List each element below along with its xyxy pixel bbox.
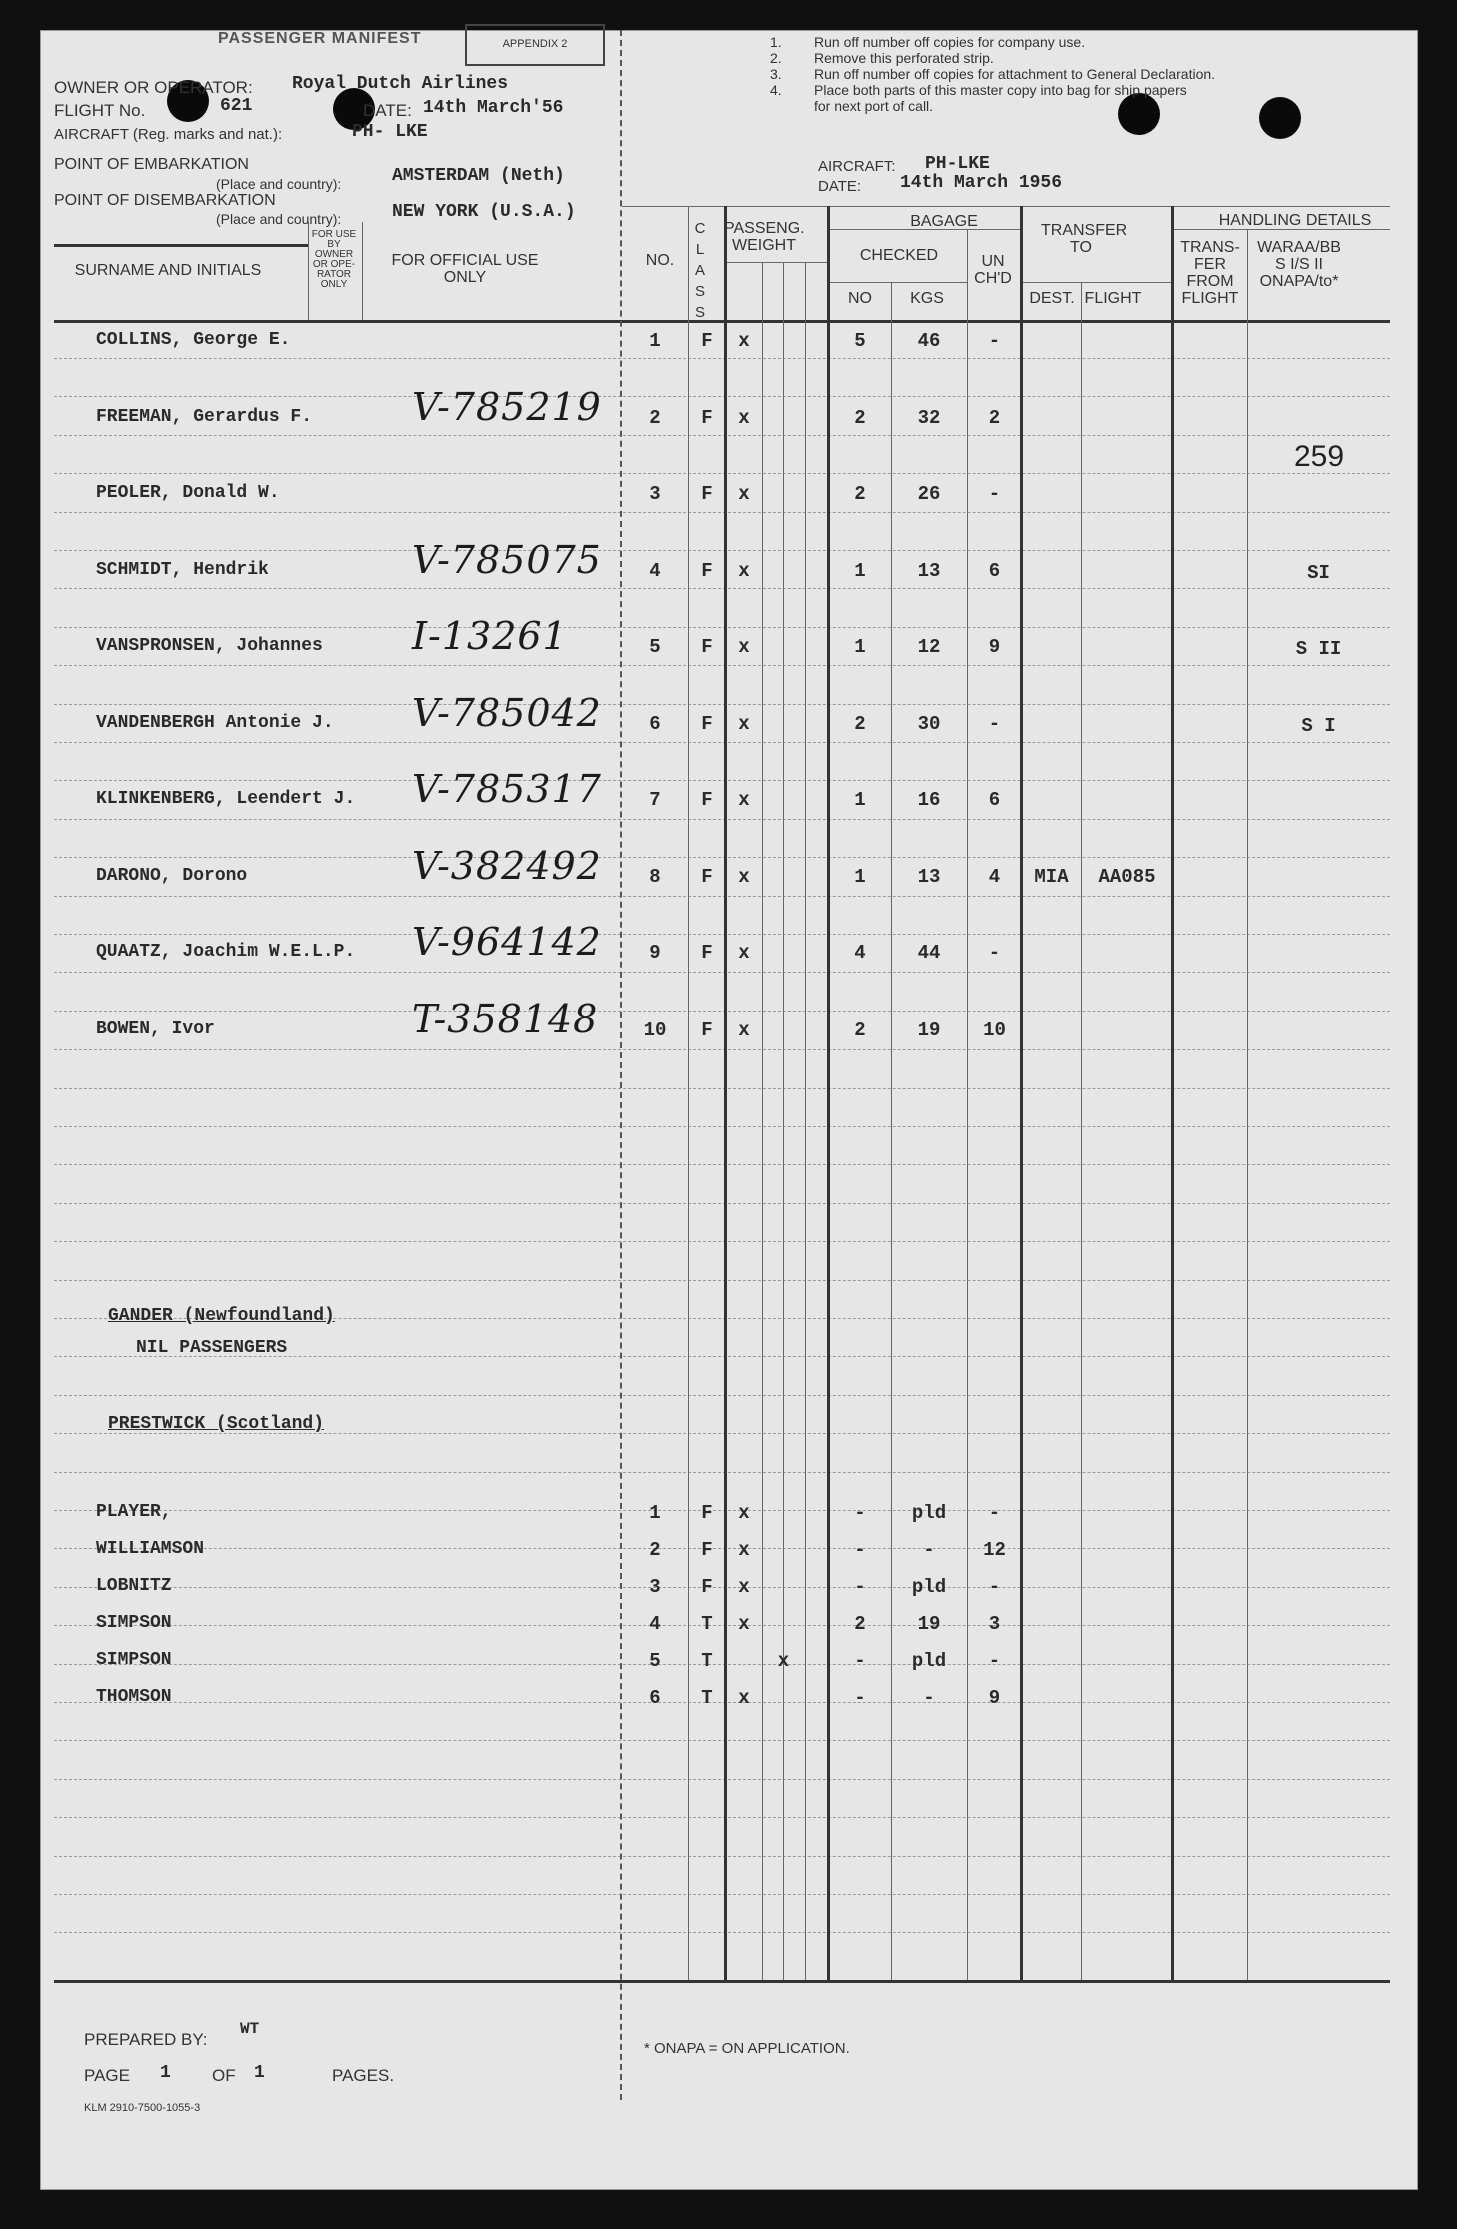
grid-line: [308, 222, 309, 320]
col-flight: FLIGHT: [1084, 290, 1142, 307]
passenger-no: 4: [649, 1613, 661, 1635]
grid-line: [54, 320, 1390, 323]
bag-count: 2: [854, 483, 866, 505]
col-dest: DEST.: [1029, 290, 1075, 307]
passenger-class: F: [701, 1576, 713, 1598]
passenger-name: SCHMIDT, Hendrik: [96, 559, 269, 580]
passenger-no: 5: [649, 1650, 661, 1672]
disembark-value: NEW YORK (U.S.A.): [392, 202, 576, 222]
instr-date-label: DATE:: [818, 178, 862, 195]
gander-title: GANDER (Newfoundland): [108, 1306, 335, 1326]
bag-count: -: [854, 1539, 866, 1561]
ruled-line: [54, 896, 1390, 897]
ruled-line: [54, 1932, 1390, 1933]
ruled-line: [54, 1856, 1390, 1857]
bag-kgs: 26: [917, 483, 941, 505]
passenger-class: F: [701, 636, 713, 658]
bag-count: 1: [854, 865, 866, 888]
ruled-line: [54, 1779, 1390, 1780]
instruction-item: [770, 34, 1410, 50]
gander-note: NIL PASSENGERS: [136, 1338, 288, 1358]
weight-mark: x: [738, 942, 750, 964]
grid-line: [622, 206, 1390, 207]
pages-label: PAGES.: [332, 2066, 395, 2085]
col-passeng: PASSENG. WEIGHT: [724, 220, 805, 254]
bag-count: -: [854, 1650, 866, 1672]
instruction-text: Remove this perforated strip.: [814, 50, 994, 66]
instr-aircraft-label: AIRCRAFT:: [818, 158, 896, 175]
instruction-item: [770, 66, 1410, 82]
date-label: DATE:: [363, 101, 412, 120]
page-value: 1: [160, 2063, 171, 2083]
bag-kgs: 46: [917, 330, 941, 352]
passenger-class: T: [701, 1687, 713, 1709]
prepared-label: PREPARED BY:: [84, 2030, 208, 2049]
passenger-no: 1: [649, 1502, 661, 1524]
ruled-line: [54, 1203, 1390, 1204]
grid-line: [891, 282, 892, 1980]
unchecked-bags: -: [988, 330, 1001, 352]
instruction-item: [770, 98, 1410, 114]
bag-kgs: 44: [917, 942, 941, 964]
ruled-line: [54, 1088, 1390, 1089]
passenger-name: SIMPSON: [96, 1650, 172, 1670]
bag-count: 2: [854, 1613, 866, 1635]
grid-line: [54, 244, 308, 247]
passenger-class: F: [701, 712, 713, 735]
weight-mark: x: [738, 789, 750, 811]
prepared-value: WT: [240, 2020, 260, 2038]
bag-kgs: 19: [917, 1613, 941, 1635]
passenger-no: 2: [649, 406, 661, 429]
passenger-class: F: [701, 559, 713, 582]
passenger-class: T: [701, 1613, 713, 1635]
bag-kgs: pld: [911, 1650, 947, 1672]
bag-count: 2: [854, 712, 866, 735]
passenger-name: COLLINS, George E.: [96, 330, 291, 350]
instruction-text: Place both parts of this master copy into bag for ship papers: [814, 82, 1187, 98]
bag-count: 1: [854, 789, 866, 811]
col-bag-no: NO: [848, 290, 872, 307]
passenger-no: 1: [649, 330, 661, 352]
passenger-no: 6: [649, 712, 661, 735]
passenger-no: 5: [649, 636, 661, 658]
flight-label: FLIGHT No.: [54, 101, 146, 120]
grid-line: [1171, 206, 1174, 1980]
passenger-class: F: [701, 789, 713, 811]
official-number: V-785317: [412, 767, 602, 811]
instruction-item: [770, 50, 1410, 66]
bag-kgs: 32: [917, 406, 941, 429]
grid-line: [54, 1980, 1390, 1983]
ruled-line: [54, 512, 1390, 513]
weight-mark: x: [777, 1650, 790, 1672]
unchecked-bags: -: [988, 1576, 1001, 1598]
margin-note: 259: [1294, 440, 1345, 473]
passenger-class: F: [701, 1539, 713, 1561]
grid-line: [1020, 206, 1023, 1980]
passenger-name: PEOLER, Donald W.: [96, 483, 280, 503]
official-number: I-13261: [412, 614, 568, 658]
instruction-text: for next port of call.: [814, 98, 934, 114]
handling-code: S I: [1301, 714, 1336, 737]
unchecked-bags: 6: [988, 789, 1001, 811]
instruction-text: Run off number off copies for company use.: [814, 34, 1086, 50]
disembark-sub: (Place and country):: [216, 211, 342, 227]
bag-count: -: [854, 1502, 866, 1524]
col-surname: SURNAME AND INITIALS: [74, 262, 262, 279]
official-number: T-358148: [412, 996, 599, 1041]
grid-line: [827, 206, 830, 1980]
grid-line: [762, 262, 763, 1980]
passenger-name: THOMSON: [96, 1687, 172, 1707]
disembark-label: POINT OF DISEMBARKATION: [54, 192, 276, 209]
ruled-line: [54, 1280, 1390, 1281]
instruction-number: [770, 98, 814, 114]
col-checked: CHECKED: [859, 247, 939, 264]
col-handling: HANDLING DETAILS: [1218, 212, 1372, 229]
bag-kgs: 12: [917, 636, 941, 658]
of-value: 1: [254, 2063, 265, 2083]
weight-mark: x: [738, 1539, 750, 1561]
transfer-dest: MIA: [1034, 865, 1069, 888]
ruled-line: [54, 358, 1390, 359]
bag-kgs: 30: [917, 712, 941, 735]
aircraft-value: PH- LKE: [352, 122, 428, 142]
passenger-name: VANDENBERGH Antonie J.: [96, 712, 334, 733]
ruled-line: [54, 627, 1390, 628]
instruction-number: 1.: [770, 34, 782, 50]
passenger-class: F: [701, 1502, 713, 1524]
instruction-number: 3.: [770, 66, 782, 82]
handling-code: SI: [1307, 561, 1330, 584]
passenger-class: F: [701, 406, 713, 429]
bag-count: 4: [854, 942, 866, 964]
footnote: * ONAPA = ON APPLICATION.: [644, 2040, 850, 2057]
instruction-text: Run off number off copies for attachment to General Declaration.: [814, 66, 1216, 82]
weight-mark: x: [738, 330, 750, 352]
ruled-line: [54, 934, 1390, 935]
ruled-line: [54, 819, 1390, 820]
passenger-name: VANSPRONSEN, Johannes: [96, 636, 323, 656]
passenger-name: SIMPSON: [96, 1613, 172, 1633]
unchecked-bags: -: [988, 483, 1001, 505]
ruled-line: [54, 972, 1390, 973]
passenger-no: 9: [649, 942, 661, 964]
ruled-line: [54, 473, 1390, 474]
passenger-class: F: [701, 1018, 713, 1041]
passenger-name: WILLIAMSON: [96, 1539, 205, 1559]
official-number: V-785042: [412, 690, 602, 735]
weight-mark: x: [738, 636, 750, 658]
ruled-line: [54, 396, 1390, 397]
passenger-name: FREEMAN, Gerardus F.: [96, 406, 313, 427]
instruction-item: [770, 82, 1410, 98]
unchecked-bags: 9: [988, 636, 1001, 658]
weight-mark: x: [738, 1018, 750, 1041]
ruled-line: [54, 1472, 1390, 1473]
owner-label: OWNER OR OPERATOR:: [54, 78, 253, 97]
ruled-line: [54, 1164, 1390, 1165]
col-bagage: BAGAGE: [910, 213, 978, 230]
official-number: V-382492: [412, 843, 602, 888]
col-waraa: WARAA/BB S I/S II ONAPA/to*: [1257, 239, 1341, 290]
weight-mark: x: [738, 1687, 750, 1709]
passenger-no: 4: [649, 559, 661, 582]
prestwick-title: PRESTWICK (Scotland): [108, 1414, 325, 1434]
ruled-line: [54, 1241, 1390, 1242]
passenger-no: 8: [649, 865, 661, 888]
grid-line: [783, 262, 784, 1980]
unchecked-bags: 3: [988, 1613, 1001, 1635]
transfer-flight: AA085: [1098, 865, 1156, 888]
instruction-number: 2.: [770, 50, 782, 66]
grid-line: [1081, 282, 1082, 1980]
passenger-class: F: [701, 942, 713, 964]
grid-line: [805, 262, 806, 1980]
passenger-no: 3: [649, 483, 661, 505]
ruled-line: [54, 1740, 1390, 1741]
ruled-line: [54, 550, 1390, 551]
grid-line: [829, 282, 967, 283]
page-label: PAGE: [84, 2066, 130, 2085]
manifest-title: PASSENGER MANIFEST: [218, 30, 422, 47]
grid-line: [726, 262, 829, 263]
passenger-name: BOWEN, Ivor: [96, 1018, 215, 1039]
instr-date-value: 14th March 1956: [900, 173, 1063, 193]
passenger-class: F: [701, 483, 713, 505]
flight-value: 621: [220, 96, 253, 116]
embark-value: AMSTERDAM (Neth): [392, 166, 565, 186]
weight-mark: x: [738, 483, 750, 505]
passenger-name: PLAYER,: [96, 1502, 172, 1522]
unchecked-bags: -: [988, 1650, 1001, 1672]
bag-count: 2: [854, 406, 866, 429]
col-class: CLASS: [694, 220, 706, 321]
ruled-line: [54, 588, 1390, 589]
weight-mark: x: [738, 712, 750, 735]
official-number: V-785075: [412, 537, 602, 582]
bag-kgs: pld: [911, 1576, 947, 1598]
bag-count: -: [854, 1576, 866, 1598]
ruled-line: [54, 742, 1390, 743]
ruled-line: [54, 1817, 1390, 1818]
embark-sub: (Place and country):: [216, 176, 342, 192]
unchecked-bags: -: [988, 1502, 1001, 1524]
weight-mark: x: [738, 406, 750, 429]
grid-line: [724, 206, 727, 1980]
col-transfer: TRANSFER TO: [1041, 222, 1128, 256]
bag-kgs: 16: [917, 789, 941, 811]
passenger-class: F: [701, 865, 713, 888]
bag-count: 5: [854, 330, 866, 352]
bag-kgs: -: [923, 1539, 935, 1561]
ruled-line: [54, 857, 1390, 858]
weight-mark: x: [738, 1576, 750, 1598]
ruled-line: [54, 1126, 1390, 1127]
grid-line: [1247, 229, 1248, 1980]
handling-code: S II: [1295, 638, 1342, 660]
unchecked-bags: 9: [988, 1687, 1001, 1709]
form-code: KLM 2910-7500-1055-3: [84, 2102, 201, 2114]
passenger-class: T: [701, 1650, 713, 1672]
date-value: 14th March'56: [423, 98, 564, 118]
weight-mark: x: [738, 1502, 750, 1524]
bag-count: -: [854, 1687, 866, 1709]
ruled-line: [54, 1395, 1390, 1396]
owner-value: Royal Dutch Airlines: [292, 74, 509, 94]
passenger-name: DARONO, Dorono: [96, 865, 248, 886]
grid-line: [362, 222, 363, 320]
appendix-label: APPENDIX 2: [502, 38, 568, 50]
ruled-line: [54, 1894, 1390, 1895]
grid-line: [1022, 282, 1173, 283]
col-kgs: KGS: [910, 290, 944, 307]
unchecked-bags: -: [988, 712, 1001, 735]
col-for-use: FOR USE BY OWNER OR OPE- RATOR ONLY: [311, 229, 357, 290]
bag-kgs: -: [923, 1687, 935, 1709]
grid-line: [688, 206, 689, 1980]
weight-mark: x: [738, 1613, 750, 1635]
official-number: V-785219: [412, 384, 602, 429]
aircraft-label: AIRCRAFT (Reg. marks and nat.):: [54, 126, 283, 143]
passenger-no: 2: [649, 1539, 661, 1561]
weight-mark: x: [738, 865, 750, 888]
ruled-line: [54, 704, 1390, 705]
passenger-name: QUAATZ, Joachim W.E.L.P.: [96, 942, 356, 962]
bag-kgs: pld: [911, 1502, 947, 1524]
embark-label: POINT OF EMBARKATION: [54, 156, 249, 173]
of-label: OF: [212, 2066, 236, 2085]
ruled-line: [54, 1049, 1390, 1050]
col-unchd: UN CH'D: [974, 253, 1012, 287]
instr-aircraft-value: PH-LKE: [925, 154, 990, 174]
passenger-name: LOBNITZ: [96, 1576, 172, 1596]
unchecked-bags: 2: [988, 406, 1001, 429]
bag-count: 2: [854, 1018, 866, 1041]
ruled-line: [54, 780, 1390, 781]
passenger-class: F: [701, 330, 713, 352]
passenger-no: 10: [643, 1018, 667, 1041]
passenger-no: 6: [649, 1687, 661, 1709]
passenger-no: 3: [649, 1576, 661, 1598]
bag-kgs: 13: [917, 865, 941, 888]
manifest-sheet: [40, 30, 1418, 2190]
unchecked-bags: 4: [988, 865, 1001, 888]
bag-kgs: 13: [917, 559, 941, 582]
bag-kgs: 19: [917, 1018, 941, 1041]
col-no: NO.: [645, 252, 675, 269]
instruction-number: 4.: [770, 82, 782, 98]
col-official: FOR OFFICIAL USE ONLY: [391, 252, 539, 286]
passenger-no: 7: [649, 789, 661, 811]
bag-count: 1: [854, 559, 866, 582]
ruled-line: [54, 1011, 1390, 1012]
unchecked-bags: 10: [983, 1018, 1006, 1041]
bag-count: 1: [854, 636, 866, 658]
official-number: V-964142: [412, 920, 602, 964]
instructions-list: [770, 34, 1410, 114]
appendix-box: [465, 24, 605, 66]
weight-mark: x: [738, 559, 750, 582]
ruled-line: [54, 435, 1390, 436]
unchecked-bags: 6: [988, 559, 1001, 582]
grid-line: [1173, 229, 1390, 230]
passenger-name: KLINKENBERG, Leendert J.: [96, 789, 356, 809]
unchecked-bags: -: [988, 942, 1001, 964]
unchecked-bags: 12: [983, 1539, 1006, 1561]
ruled-line: [54, 665, 1390, 666]
col-trans-from: TRANS- FER FROM FLIGHT: [1180, 239, 1240, 307]
